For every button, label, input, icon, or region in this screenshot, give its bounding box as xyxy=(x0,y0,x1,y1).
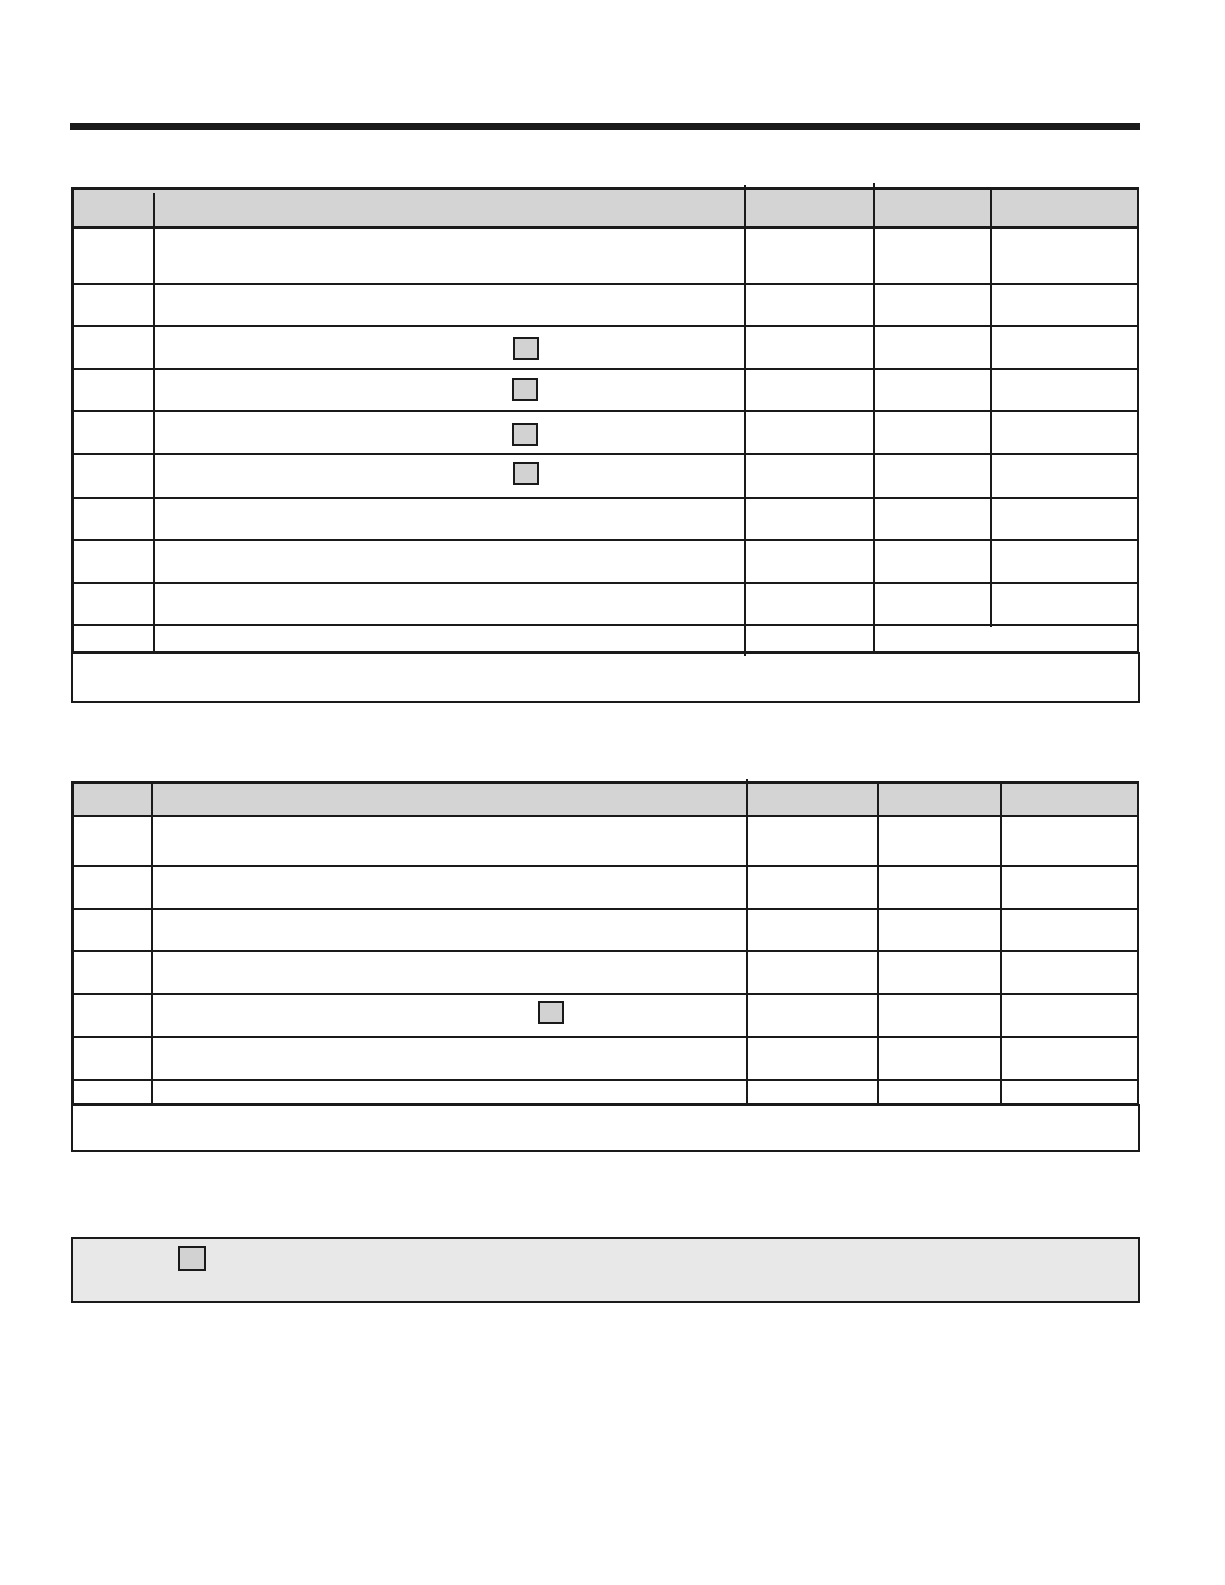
table-2-row-line xyxy=(73,993,1139,995)
table-2-row-line xyxy=(73,865,1139,867)
table-2-row-line xyxy=(73,950,1139,952)
table-2-row-line xyxy=(73,1079,1139,1081)
table-2-header-row xyxy=(73,783,1139,816)
table-2-row-line xyxy=(73,908,1139,910)
bottom-box-checkbox[interactable] xyxy=(178,1246,206,1271)
table-2-row-line xyxy=(73,1036,1139,1038)
table-2-col-line xyxy=(151,783,153,1105)
bottom-shaded-box xyxy=(71,1237,1140,1303)
table-2-col-line xyxy=(746,779,748,1105)
table-2-note-box xyxy=(71,1104,1140,1152)
table-2-col-line xyxy=(1000,781,1002,1105)
table-2-header-bottom xyxy=(73,815,1139,817)
table-2-top-border xyxy=(73,781,1139,784)
table-2-row-5-checkbox[interactable] xyxy=(538,1001,564,1024)
table-2-col-line xyxy=(877,781,879,1105)
table-2-col-line xyxy=(1137,781,1139,1106)
table-2-col-line xyxy=(71,781,74,1106)
